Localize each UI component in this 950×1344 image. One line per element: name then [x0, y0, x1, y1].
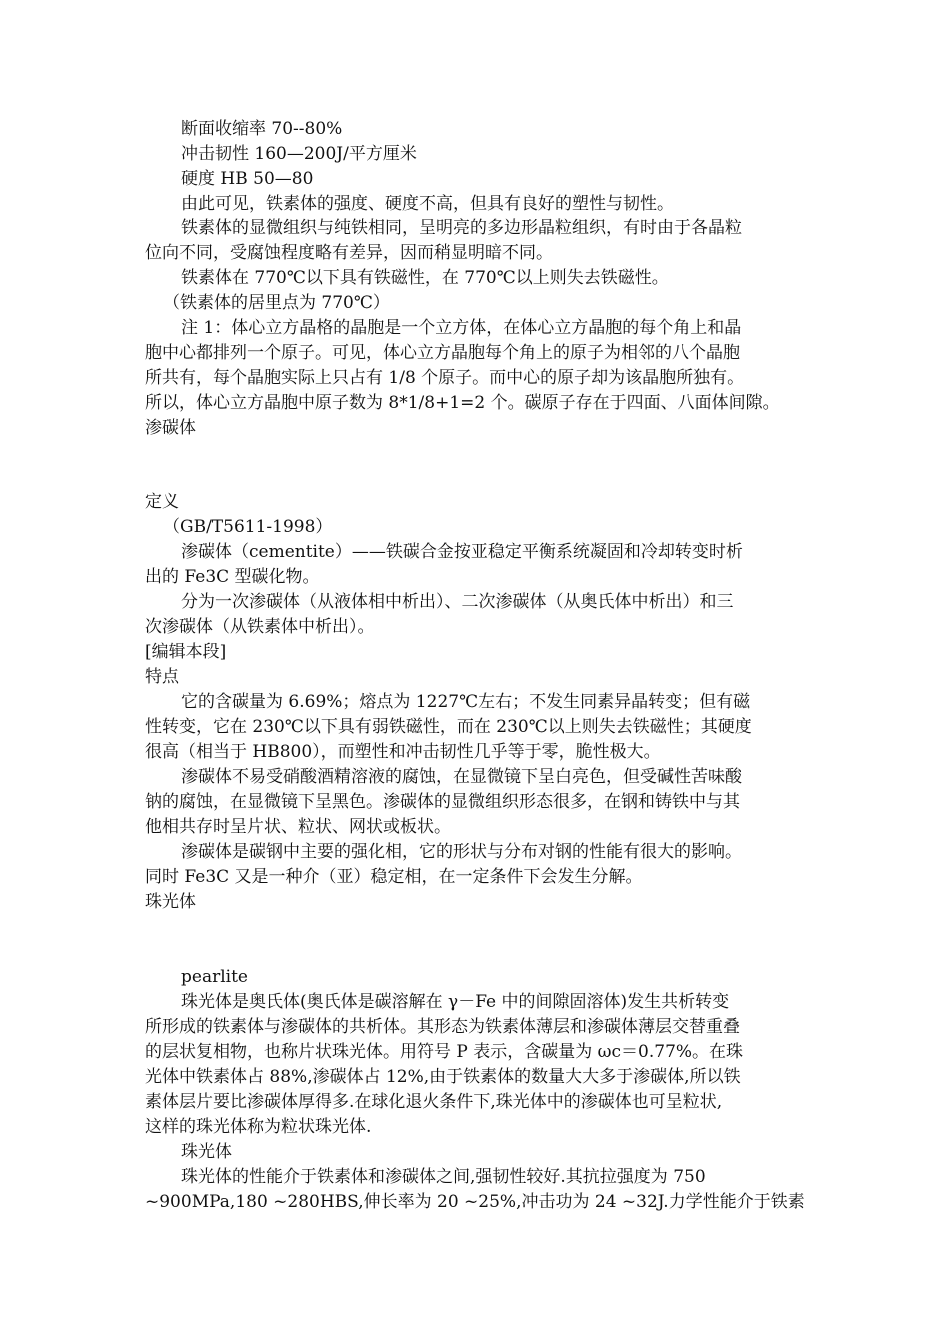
text-line: 渗碳体（cementite）——铁碳合金按亚稳定平衡系统凝固和冷却转变时析 [181, 542, 743, 562]
text-line: 钠的腐蚀，在显微镜下呈黑色。渗碳体的显微组织形态很多，在钢和铸铁中与其 [145, 792, 740, 812]
text-line: ~900MPa,180 ~280HBS,伸长率为 20 ~25%,冲击功为 24 ~32J.力学性能介于铁素 [145, 1192, 805, 1212]
text-line: 铁素体在 770℃以下具有铁磁性，在 770℃以上则失去铁磁性。 [181, 268, 669, 288]
section-heading: 特点 [145, 667, 179, 687]
text-line: 渗碳体不易受硝酸酒精溶液的腐蚀，在显微镜下呈白亮色，但受碱性苦味酸 [181, 767, 742, 787]
text-line: 光体中铁素体占 88%,渗碳体占 12%,由于铁素体的数量大大多于渗碳体,所以铁 [145, 1067, 741, 1087]
text-line: 很高（相当于 HB800），而塑性和冲击韧性几乎等于零，脆性极大。 [145, 742, 661, 762]
text-line: 所以，体心立方晶胞中原子数为 8*1/8+1=2 个。碳原子存在于四面、八面体间隙。 [145, 393, 780, 413]
text-line: 它的含碳量为 6.69%；熔点为 1227℃左右；不发生同素异晶转变；但有磁 [181, 692, 751, 712]
text-line: 次渗碳体（从铁素体中析出）。 [145, 617, 375, 637]
text-line: 胞中心都排列一个原子。可见，体心立方晶胞每个角上的原子为相邻的八个晶胞 [145, 343, 740, 363]
text-line: 珠光体是奥氏体(奥氏体是碳溶解在 γ－Fe 中的间隙固溶体)发生共析转变 [181, 992, 730, 1012]
text-line: 位向不同，受腐蚀程度略有差异，因而稍显明暗不同。 [145, 243, 553, 263]
edit-section-link[interactable]: [编辑本段] [145, 642, 227, 662]
text-line: 冲击韧性 160—200J/平方厘米 [181, 144, 417, 164]
text-line: 分为一次渗碳体（从液体相中析出）、二次渗碳体（从奥氏体中析出）和三 [181, 592, 734, 612]
text-line: 的层状复相物，也称片状珠光体。用符号 P 表示，含碳量为 ωc＝0.77%。在珠 [145, 1042, 744, 1062]
text-line: 所共有，每个晶胞实际上只占有 1/8 个原子。而中心的原子却为该晶胞所独有。 [145, 368, 745, 388]
text-line: （铁素体的居里点为 770℃） [163, 293, 390, 313]
section-heading: 定义 [145, 492, 179, 512]
text-line: 铁素体的显微组织与纯铁相同，呈明亮的多边形晶粒组织，有时由于各晶粒 [181, 218, 742, 238]
text-line: 由此可见，铁素体的强度、硬度不高，但具有良好的塑性与韧性。 [181, 194, 674, 214]
text-line: 出的 Fe3C 型碳化物。 [145, 567, 320, 587]
text-line: 渗碳体是碳钢中主要的强化相，它的形状与分布对钢的性能有很大的影响。 [181, 842, 742, 862]
text-line: 珠光体 [181, 1142, 232, 1162]
section-heading: 珠光体 [145, 892, 196, 912]
text-line: 珠光体的性能介于铁素体和渗碳体之间,强韧性较好.其抗拉强度为 750 [181, 1167, 706, 1187]
text-line: pearlite [181, 967, 248, 987]
section-heading: 渗碳体 [145, 418, 196, 438]
text-line: 性转变，它在 230℃以下具有弱铁磁性，而在 230℃以上则失去铁磁性；其硬度 [145, 717, 752, 737]
text-line: 同时 Fe3C 又是一种介（亚）稳定相，在一定条件下会发生分解。 [145, 867, 643, 887]
text-line: 他相共存时呈片状、粒状、网状或板状。 [145, 817, 451, 837]
text-line: 注 1：体心立方晶格的晶胞是一个立方体，在体心立方晶胞的每个角上和晶 [181, 318, 742, 338]
text-line: 所形成的铁素体与渗碳体的共析体。其形态为铁素体薄层和渗碳体薄层交替重叠 [145, 1017, 740, 1037]
text-line: 这样的珠光体称为粒状珠光体. [145, 1117, 372, 1137]
text-line: （GB/T5611-1998） [163, 517, 333, 537]
text-line: 断面收缩率 70--80% [181, 119, 343, 139]
text-line: 硬度 HB 50—80 [181, 169, 314, 189]
text-line: 素体层片要比渗碳体厚得多.在球化退火条件下,珠光体中的渗碳体也可呈粒状, [145, 1092, 723, 1112]
